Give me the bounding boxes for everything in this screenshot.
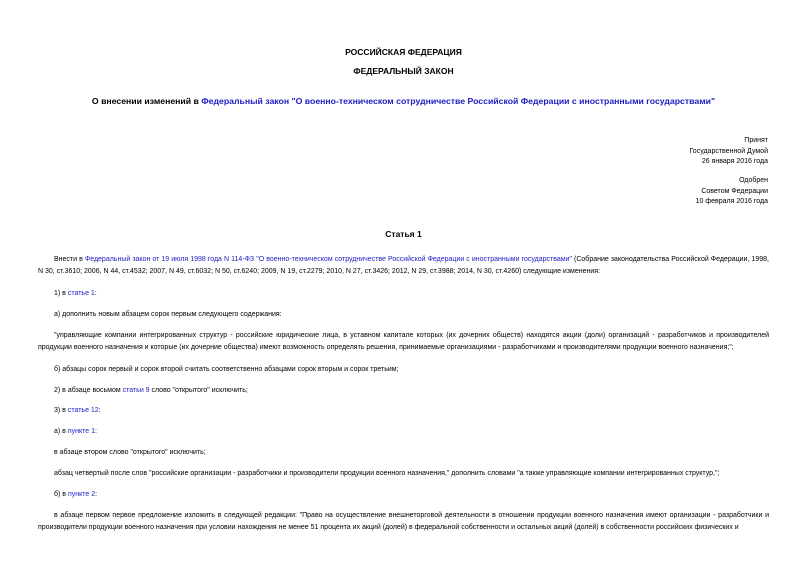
adopted-block (689, 136, 768, 168)
law-title-link[interactable]: Федеральный закон "О военно-техническом сотрудничестве Российской Федерации с иностранными государствами" (201, 96, 716, 106)
adopted-line-1: Принят (744, 137, 768, 144)
intro-law-link[interactable]: Федеральный закон от 19 июля 1998 года N 114-ФЗ "О военно-техническом сотрудничестве Российской Федерации с иностранными государствами" (84, 256, 572, 263)
item-3a-para-2: абзац четвертый после слов "российские организации - разработчики и производители продукции военного назначения," дополнить словами "а также управляющие компании интегрированных структур,"; (54, 470, 720, 477)
item-2 (38, 385, 769, 397)
law-title-prefix: О внесении изменений в (91, 96, 202, 106)
approved-line-1: Одобрен (739, 177, 768, 184)
item-3 (38, 405, 769, 417)
item-1-link[interactable]: статье 1 (67, 290, 95, 297)
item-1 (38, 288, 769, 300)
item-1a: а) дополнить новым абзацем сорок первым следующего содержания: (54, 311, 282, 318)
item-3b (38, 489, 769, 501)
intro-prefix: Внести в (54, 256, 85, 263)
item-3b-para-1: в абзаце первом первое предложение изложить в следующей редакции: "Право на осуществление внешнеторговой деятельности в отношении продукции военного назначения имеют организации - разработчики и производители продукции военного назначения при условии нахождения не менее 51 процента их акций (долей) в федеральной собственности и остальных акций (долей) в собственности российских физических и (38, 512, 769, 531)
item-3a (38, 426, 769, 438)
item-3-prefix: 3) в (54, 407, 68, 414)
item-3b-suffix: : (95, 491, 98, 498)
item-3a-link[interactable]: пункте 1 (67, 428, 95, 435)
item-1-suffix: : (94, 290, 97, 297)
item-3b-prefix: б) в (54, 491, 68, 498)
adopted-line-2: Государственной Думой (689, 147, 768, 155)
item-2-suffix: слово "открытого" исключить; (149, 387, 248, 394)
intro-suffix: (Собрание законодательства Российской Федерации, 1998, N 30, ст.3610; 2006, N 44, ст.4532; 2007, N 49, ст.6032; N 50, ст.6240; 2009, N 19, ст.2279; 2010, N 27, ст.3426; 2012, N 29, ст.3988; 2014, N 30, ст.4260) следующие изменения: (38, 256, 769, 275)
item-1a-quote: "управляющие компании интегрированных структур - российские юридические лица, в уставном капитале которых (их дочерних обществ) находятся акции (доли) организаций - разработчиков и производителей продукции военного назначения и которые (их дочерние общества) имеют возможность определять решения, принимаемые организациями - разработчиками и производителями продукции военного назначения;"; (38, 332, 769, 351)
country-heading: РОССИЙСКАЯ ФЕДЕРАЦИЯ (345, 47, 462, 57)
item-1b: б) абзацы сорок первый и сорок второй считать соответственно абзацами сорок вторым и сорок третьим; (54, 366, 399, 373)
adopted-date: 26 января 2016 года (701, 158, 768, 165)
approved-date: 10 февраля 2016 года (695, 198, 768, 205)
doc-type-heading: ФЕДЕРАЛЬНЫЙ ЗАКОН (353, 66, 454, 76)
item-3a-suffix: : (95, 428, 97, 435)
item-3b-link[interactable]: пункте 2 (67, 491, 96, 498)
article-intro (38, 254, 769, 278)
item-3a-para-1: в абзаце втором слово "открытого" исключить; (54, 449, 206, 456)
approved-line-2: Советом Федерации (701, 187, 768, 195)
item-3-link[interactable]: статье 12 (67, 407, 99, 414)
item-2-link[interactable]: статьи 9 (122, 387, 150, 394)
item-2-prefix: 2) в абзаце восьмом (54, 387, 123, 394)
item-1-prefix: 1) в (54, 290, 68, 297)
approved-block (696, 176, 768, 208)
item-3a-prefix: а) в (54, 428, 68, 435)
article-heading: Статья 1 (385, 229, 422, 239)
item-3-suffix: : (98, 407, 101, 414)
law-title (0, 96, 807, 106)
